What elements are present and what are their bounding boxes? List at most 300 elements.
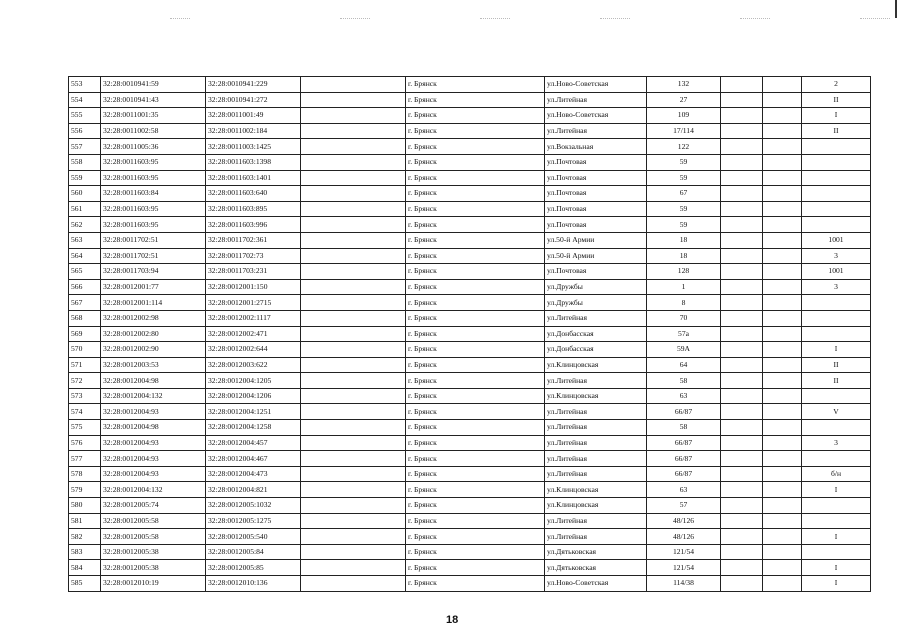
table-cell: 2	[802, 77, 871, 93]
table-cell	[721, 248, 763, 264]
table-cell	[301, 232, 406, 248]
table-cell: ул.Почтовая	[545, 154, 647, 170]
table-cell: ул.Дятьковская	[545, 544, 647, 560]
table-cell	[301, 186, 406, 202]
table-cell: 32:28:0012005:38	[101, 544, 206, 560]
table-row	[69, 170, 871, 186]
table-cell: 32:28:0011603:895	[206, 201, 301, 217]
table-cell: 59	[647, 170, 721, 186]
table-row	[69, 357, 871, 373]
table-cell: г. Брянск	[406, 123, 545, 139]
table-cell: 32:28:0012002:644	[206, 342, 301, 358]
table-cell: 27	[647, 92, 721, 108]
table-cell: 32:28:0012003:53	[101, 357, 206, 373]
table-cell	[721, 154, 763, 170]
table-cell: 576	[69, 435, 101, 451]
table-cell	[301, 560, 406, 576]
table-cell: г. Брянск	[406, 154, 545, 170]
table-cell	[763, 576, 802, 592]
table-cell	[763, 264, 802, 280]
table-cell: 32:28:0012004:93	[101, 466, 206, 482]
table-cell: 561	[69, 201, 101, 217]
table-cell: г. Брянск	[406, 560, 545, 576]
table-cell	[763, 529, 802, 545]
table-cell: 8	[647, 295, 721, 311]
table-row	[69, 264, 871, 280]
table-cell: 32:28:0012005:38	[101, 560, 206, 576]
table-cell	[763, 295, 802, 311]
table-cell: ул.Почтовая	[545, 186, 647, 202]
table-cell	[721, 232, 763, 248]
table-cell	[721, 544, 763, 560]
table-row	[69, 482, 871, 498]
table-cell	[763, 217, 802, 233]
table-cell	[802, 201, 871, 217]
table-cell: г. Брянск	[406, 326, 545, 342]
table-cell	[763, 435, 802, 451]
table-cell	[763, 154, 802, 170]
table-cell: 575	[69, 420, 101, 436]
table-cell: I	[802, 529, 871, 545]
table-cell	[721, 560, 763, 576]
table-cell	[802, 217, 871, 233]
table-cell	[763, 388, 802, 404]
table-cell	[802, 451, 871, 467]
table-cell	[301, 373, 406, 389]
table-cell: 59	[647, 217, 721, 233]
table-cell: 32:28:0012004:467	[206, 451, 301, 467]
table-cell	[802, 139, 871, 155]
table-cell: 579	[69, 482, 101, 498]
table-row	[69, 232, 871, 248]
table-cell	[763, 544, 802, 560]
table-cell	[721, 357, 763, 373]
table-cell	[763, 451, 802, 467]
table-cell: ул.50-й Армии	[545, 248, 647, 264]
table-cell: 32:28:0011002:184	[206, 123, 301, 139]
table-cell	[763, 232, 802, 248]
table-row	[69, 451, 871, 467]
table-cell: 67	[647, 186, 721, 202]
table-cell	[802, 310, 871, 326]
table-cell: 132	[647, 77, 721, 93]
table-cell: г. Брянск	[406, 388, 545, 404]
table-cell: 574	[69, 404, 101, 420]
table-cell: 585	[69, 576, 101, 592]
table-cell	[721, 217, 763, 233]
table-cell: 570	[69, 342, 101, 358]
table-cell: 32:28:0012004:98	[101, 420, 206, 436]
table-cell	[721, 435, 763, 451]
table-cell: 32:28:0010941:43	[101, 92, 206, 108]
table-cell	[721, 388, 763, 404]
table-cell: ул.Литейная	[545, 373, 647, 389]
table-cell: 566	[69, 279, 101, 295]
table-row	[69, 92, 871, 108]
table-cell: б/н	[802, 466, 871, 482]
table-cell	[763, 326, 802, 342]
table-cell: 32:28:0012002:1117	[206, 310, 301, 326]
table-cell	[721, 123, 763, 139]
table-cell	[763, 560, 802, 576]
table-cell	[301, 92, 406, 108]
table-cell	[301, 544, 406, 560]
table-cell: I	[802, 108, 871, 124]
table-cell: 32:28:0012001:2715	[206, 295, 301, 311]
table-cell: 32:28:0010941:59	[101, 77, 206, 93]
table-cell: ул.Литейная	[545, 513, 647, 529]
table-cell: 70	[647, 310, 721, 326]
table-row	[69, 279, 871, 295]
table-cell	[802, 326, 871, 342]
table-cell: 32:28:0012010:136	[206, 576, 301, 592]
table-row	[69, 295, 871, 311]
table-cell: 32:28:0012001:77	[101, 279, 206, 295]
table-cell	[301, 466, 406, 482]
table-cell	[301, 201, 406, 217]
table-cell: ул.Литейная	[545, 310, 647, 326]
table-cell	[763, 498, 802, 514]
table-cell: ул.Литейная	[545, 466, 647, 482]
scan-dots	[340, 18, 370, 20]
table-cell: 32:28:0011703:94	[101, 264, 206, 280]
table-cell: 32:28:0012010:19	[101, 576, 206, 592]
table-cell: ул.Донбасская	[545, 326, 647, 342]
table-cell	[301, 279, 406, 295]
table-cell: 32:28:0012004:1251	[206, 404, 301, 420]
table-cell: 3	[802, 435, 871, 451]
scan-dots	[740, 18, 770, 20]
margin-mark	[895, 0, 897, 18]
table-cell: ул.Клинцовская	[545, 357, 647, 373]
table-row	[69, 108, 871, 124]
table-cell: 32:28:0012005:85	[206, 560, 301, 576]
table-cell: 32:28:0011603:1398	[206, 154, 301, 170]
table-cell: 560	[69, 186, 101, 202]
table-cell: г. Брянск	[406, 279, 545, 295]
table-cell	[301, 513, 406, 529]
table-row	[69, 217, 871, 233]
table-cell: 32:28:0011603:95	[101, 170, 206, 186]
table-cell	[301, 404, 406, 420]
table-cell	[763, 279, 802, 295]
table-cell: 122	[647, 139, 721, 155]
table-cell	[301, 435, 406, 451]
table-row	[69, 248, 871, 264]
table-cell: г. Брянск	[406, 404, 545, 420]
table-cell: ул.Почтовая	[545, 201, 647, 217]
table-cell: г. Брянск	[406, 92, 545, 108]
table-cell: 66/87	[647, 451, 721, 467]
table-cell	[301, 342, 406, 358]
table-cell	[721, 326, 763, 342]
table-cell	[721, 482, 763, 498]
table-cell: 571	[69, 357, 101, 373]
table-cell: 59	[647, 154, 721, 170]
table-cell	[763, 482, 802, 498]
table-cell: 32:28:0011702:51	[101, 248, 206, 264]
table-cell: 32:28:0011702:51	[101, 232, 206, 248]
table-cell: 59	[647, 201, 721, 217]
table-cell: 568	[69, 310, 101, 326]
table-cell: ул.Донбасская	[545, 342, 647, 358]
table-cell	[301, 357, 406, 373]
table-cell: г. Брянск	[406, 139, 545, 155]
table-cell	[721, 404, 763, 420]
table-cell: 32:28:0012005:58	[101, 529, 206, 545]
table-cell: 109	[647, 108, 721, 124]
table-cell: 554	[69, 92, 101, 108]
table-row	[69, 435, 871, 451]
table-cell: ул.Почтовая	[545, 170, 647, 186]
table-cell: ул.Почтовая	[545, 264, 647, 280]
table-cell: 572	[69, 373, 101, 389]
table-cell: 32:28:0012004:132	[101, 388, 206, 404]
table-cell: г. Брянск	[406, 420, 545, 436]
table-row	[69, 576, 871, 592]
table-cell	[301, 326, 406, 342]
table-cell: 584	[69, 560, 101, 576]
table-cell: 63	[647, 482, 721, 498]
table-row	[69, 466, 871, 482]
table-cell: 64	[647, 357, 721, 373]
table-cell: 121/54	[647, 544, 721, 560]
table-cell: 3	[802, 279, 871, 295]
table-cell: ул.Дружбы	[545, 295, 647, 311]
table-cell: 18	[647, 248, 721, 264]
table-cell: 32:28:0012004:473	[206, 466, 301, 482]
table-cell: ул.Литейная	[545, 92, 647, 108]
table-cell: 32:28:0012005:540	[206, 529, 301, 545]
table-cell: 577	[69, 451, 101, 467]
table-cell: 555	[69, 108, 101, 124]
table-row	[69, 498, 871, 514]
table-cell: ул.Клинцовская	[545, 482, 647, 498]
table-cell: 562	[69, 217, 101, 233]
table-row	[69, 139, 871, 155]
table-cell	[763, 186, 802, 202]
table-cell: 32:28:0012005:1032	[206, 498, 301, 514]
table-cell: 48/126	[647, 513, 721, 529]
table-cell: 18	[647, 232, 721, 248]
table-row	[69, 326, 871, 342]
table-cell: 32:28:0012004:98	[101, 373, 206, 389]
table-cell	[721, 342, 763, 358]
table-cell: I	[802, 482, 871, 498]
table-cell: 1	[647, 279, 721, 295]
table-cell	[802, 513, 871, 529]
table-cell	[763, 420, 802, 436]
table-cell: ул.Ново-Советская	[545, 108, 647, 124]
table-cell	[802, 388, 871, 404]
table-cell	[763, 466, 802, 482]
table-cell: г. Брянск	[406, 248, 545, 264]
table-cell	[763, 357, 802, 373]
table-cell	[721, 108, 763, 124]
table-cell: 114/38	[647, 576, 721, 592]
table-row	[69, 373, 871, 389]
table-cell	[802, 295, 871, 311]
table-row	[69, 529, 871, 545]
table-cell	[802, 544, 871, 560]
table-cell: 121/54	[647, 560, 721, 576]
table-cell: 564	[69, 248, 101, 264]
table-cell	[721, 373, 763, 389]
table-cell: г. Брянск	[406, 529, 545, 545]
table-cell	[301, 295, 406, 311]
table-cell	[301, 529, 406, 545]
table-cell	[763, 77, 802, 93]
table-cell: ул.Почтовая	[545, 217, 647, 233]
table-cell: 57	[647, 498, 721, 514]
table-cell	[763, 139, 802, 155]
scan-dots	[170, 18, 190, 20]
table-cell: 569	[69, 326, 101, 342]
scan-dots	[480, 18, 510, 20]
table-cell: 1001	[802, 232, 871, 248]
table-cell: 578	[69, 466, 101, 482]
table-cell: ул.Литейная	[545, 123, 647, 139]
table-cell	[301, 123, 406, 139]
table-row	[69, 201, 871, 217]
table-cell: 128	[647, 264, 721, 280]
table-cell	[301, 388, 406, 404]
table-row	[69, 186, 871, 202]
table-cell: ул.50-й Армии	[545, 232, 647, 248]
table-cell	[301, 420, 406, 436]
table-cell: 580	[69, 498, 101, 514]
table-cell: 1001	[802, 264, 871, 280]
table-cell: ул.Литейная	[545, 420, 647, 436]
table-cell: 573	[69, 388, 101, 404]
table-cell: г. Брянск	[406, 342, 545, 358]
table-cell	[721, 513, 763, 529]
table-cell: I	[802, 342, 871, 358]
table-cell: II	[802, 123, 871, 139]
table-cell: ул.Клинцовская	[545, 388, 647, 404]
table-cell: 32:28:0012002:80	[101, 326, 206, 342]
table-cell	[763, 342, 802, 358]
table-cell: г. Брянск	[406, 186, 545, 202]
table-cell	[721, 139, 763, 155]
table-cell: 32:28:0012005:58	[101, 513, 206, 529]
table-cell	[301, 170, 406, 186]
table-body	[69, 77, 871, 592]
table-cell	[301, 154, 406, 170]
table-cell	[721, 466, 763, 482]
table-cell	[301, 310, 406, 326]
table-cell: 32:28:0012004:132	[101, 482, 206, 498]
table-cell	[763, 123, 802, 139]
table-cell	[721, 529, 763, 545]
table-cell: 582	[69, 529, 101, 545]
table-cell	[763, 404, 802, 420]
table-cell	[301, 264, 406, 280]
table-cell: г. Брянск	[406, 77, 545, 93]
table-cell: 32:28:0012004:93	[101, 451, 206, 467]
table-cell: 57а	[647, 326, 721, 342]
table-cell	[802, 420, 871, 436]
table-cell: 583	[69, 544, 101, 560]
table-cell: 581	[69, 513, 101, 529]
table-cell: ул.Литейная	[545, 451, 647, 467]
table-cell: г. Брянск	[406, 544, 545, 560]
table-cell: г. Брянск	[406, 513, 545, 529]
table-cell	[763, 170, 802, 186]
table-cell	[721, 310, 763, 326]
table-cell: 32:28:0012003:622	[206, 357, 301, 373]
table-cell: 553	[69, 77, 101, 93]
table-cell: г. Брянск	[406, 217, 545, 233]
table-cell	[301, 498, 406, 514]
table-cell	[721, 77, 763, 93]
table-cell: 32:28:0012002:98	[101, 310, 206, 326]
table-cell	[763, 108, 802, 124]
table-cell: V	[802, 404, 871, 420]
table-cell	[802, 170, 871, 186]
table-cell: 32:28:0012004:93	[101, 435, 206, 451]
table-cell	[301, 77, 406, 93]
table-row	[69, 420, 871, 436]
table-cell: 59А	[647, 342, 721, 358]
table-cell: 565	[69, 264, 101, 280]
table-cell	[721, 498, 763, 514]
table-cell: 3	[802, 248, 871, 264]
table-cell	[721, 264, 763, 280]
table-cell: г. Брянск	[406, 357, 545, 373]
table-cell: 63	[647, 388, 721, 404]
table-cell: 66/87	[647, 466, 721, 482]
table-cell: г. Брянск	[406, 310, 545, 326]
table-cell: ул.Литейная	[545, 404, 647, 420]
table-cell	[721, 451, 763, 467]
table-cell: 32:28:0012004:457	[206, 435, 301, 451]
table-cell	[721, 170, 763, 186]
table-cell: 32:28:0011603:640	[206, 186, 301, 202]
table-cell: 32:28:0012004:93	[101, 404, 206, 420]
table-cell	[721, 295, 763, 311]
table-cell: ул.Вокзальная	[545, 139, 647, 155]
property-table	[68, 76, 871, 592]
table-cell: I	[802, 576, 871, 592]
table-cell: ул.Клинцовская	[545, 498, 647, 514]
table-cell: г. Брянск	[406, 108, 545, 124]
table-cell: 32:28:0011702:73	[206, 248, 301, 264]
table-cell: 32:28:0010941:229	[206, 77, 301, 93]
table-cell: 32:28:0012005:1275	[206, 513, 301, 529]
table-cell: 558	[69, 154, 101, 170]
table-cell	[301, 108, 406, 124]
table-cell	[721, 576, 763, 592]
table-row	[69, 513, 871, 529]
table-cell	[301, 217, 406, 233]
scan-dots	[600, 18, 630, 20]
page-number: 18	[446, 614, 459, 626]
table-cell: 32:28:0012005:84	[206, 544, 301, 560]
table-cell	[763, 513, 802, 529]
table-cell: 32:28:0011603:95	[101, 154, 206, 170]
table-cell: г. Брянск	[406, 435, 545, 451]
table-cell: г. Брянск	[406, 295, 545, 311]
table-cell: 556	[69, 123, 101, 139]
table-cell	[301, 482, 406, 498]
table-cell: г. Брянск	[406, 264, 545, 280]
table-cell: 32:28:0012002:90	[101, 342, 206, 358]
table-cell: 567	[69, 295, 101, 311]
table-cell: 559	[69, 170, 101, 186]
table-cell: г. Брянск	[406, 451, 545, 467]
table-cell: 32:28:0010941:272	[206, 92, 301, 108]
